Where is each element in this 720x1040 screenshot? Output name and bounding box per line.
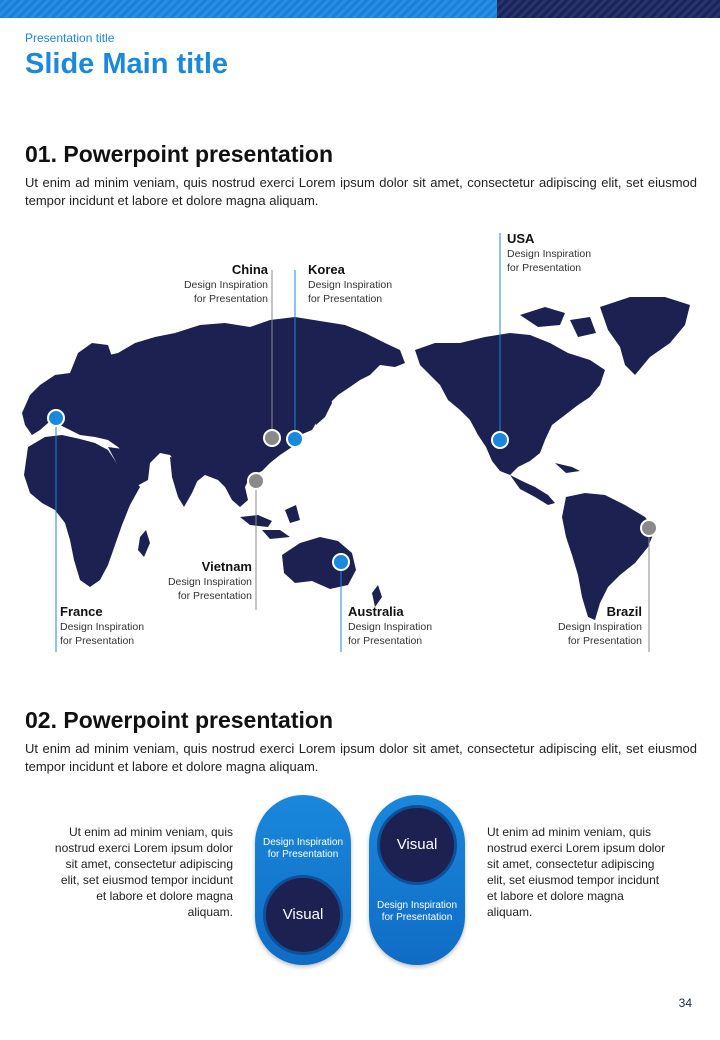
- caribbean-islands: [555, 463, 580, 473]
- greenland: [600, 297, 690, 375]
- label-france-line1: Design Inspiration: [60, 621, 145, 633]
- label-france-name: France: [60, 604, 103, 619]
- label-vietnam-name: Vietnam: [201, 559, 252, 574]
- pill-right-visual: Visual: [377, 805, 457, 885]
- label-vietnam: [132, 559, 252, 603]
- label-australia-name: Australia: [348, 604, 404, 619]
- arctic-islands: [520, 307, 596, 337]
- pill-right-caption: [369, 900, 465, 924]
- label-australia-line1: Design Inspiration: [348, 621, 433, 633]
- section1-body: Ut enim ad minim veniam, quis nostrud exerci Lorem ipsum dolor sit amet, consectetur adipiscing elit, set eiusmod tempor incidunt et labore et dolore magna aliquam.: [25, 175, 697, 208]
- pill-left-caption-line1: Design Inspiration: [262, 837, 344, 848]
- usa-marker: [492, 432, 508, 448]
- left-description: Ut enim ad minim veniam, quis nostrud exerci Lorem ipsum dolor sit amet, consectetur adipiscing elit, set eiusmod tempor incidunt et labore et dolore magna aliquam.: [54, 825, 233, 919]
- vietnam-marker: [248, 473, 264, 489]
- label-brazil: [522, 604, 642, 648]
- label-korea: [308, 262, 428, 306]
- label-brazil-name: Brazil: [606, 604, 642, 619]
- label-france: [60, 604, 180, 648]
- label-brazil-line1: Design Inspiration: [557, 621, 642, 633]
- label-australia: [348, 604, 468, 648]
- pill-left-visual: Visual: [263, 875, 343, 955]
- indonesia-islands: [240, 505, 300, 539]
- korea-marker: [287, 431, 303, 447]
- pill-right-caption-line2: for Presentation: [381, 912, 453, 923]
- label-korea-line1: Design Inspiration: [308, 279, 393, 291]
- label-usa-name: USA: [507, 231, 535, 246]
- label-usa: [507, 231, 627, 275]
- madagascar: [138, 530, 150, 557]
- label-vietnam-line2: for Presentation: [177, 590, 252, 602]
- page-number: 34: [678, 996, 692, 1010]
- label-china-name: China: [231, 262, 268, 277]
- slide-main-title: Slide Main title: [25, 48, 229, 80]
- label-australia-line2: for Presentation: [348, 635, 423, 647]
- label-france-line2: for Presentation: [60, 635, 135, 647]
- china-marker: [264, 430, 280, 446]
- label-china-line1: Design Inspiration: [183, 279, 268, 291]
- right-description: Ut enim ad minim veniam, quis nostrud exerci Lorem ipsum dolor sit amet, consectetur adipiscing elit, set eiusmod tempor incidunt et labore et dolore magna aliquam.: [487, 825, 666, 919]
- central-america: [510, 475, 555, 505]
- australia-marker: [333, 554, 349, 570]
- section2-heading: 02. Powerpoint presentation: [25, 707, 333, 733]
- pill-left: [255, 795, 351, 965]
- presentation-title: Presentation title: [25, 31, 115, 45]
- label-vietnam-line1: Design Inspiration: [167, 576, 252, 588]
- section2-body: Ut enim ad minim veniam, quis nostrud exerci Lorem ipsum dolor sit amet, consectetur adipiscing elit, set eiusmod tempor incidunt et labore et dolore magna aliquam.: [25, 741, 697, 774]
- south-america: [562, 493, 655, 620]
- label-brazil-line2: for Presentation: [567, 635, 642, 647]
- label-china-line2: for Presentation: [193, 293, 268, 305]
- top-bar-navy-segment: [497, 0, 720, 18]
- france-marker: [48, 410, 64, 426]
- brazil-marker: [641, 520, 657, 536]
- pill-left-caption: [255, 837, 351, 861]
- north-america: [415, 333, 605, 475]
- label-korea-name: Korea: [308, 262, 345, 277]
- label-usa-line1: Design Inspiration: [507, 248, 592, 260]
- top-decor-bar: [0, 0, 720, 18]
- label-korea-line2: for Presentation: [308, 293, 383, 305]
- label-usa-line2: for Presentation: [507, 262, 582, 274]
- land-masses: [22, 297, 690, 620]
- top-bar-blue-segment: [0, 0, 497, 18]
- section1-heading: 01. Powerpoint presentation: [25, 141, 333, 167]
- pill-left-caption-line2: for Presentation: [267, 849, 339, 860]
- pill-right-caption-line1: Design Inspiration: [376, 900, 458, 911]
- pill-right: [369, 795, 465, 965]
- label-china: [150, 262, 268, 306]
